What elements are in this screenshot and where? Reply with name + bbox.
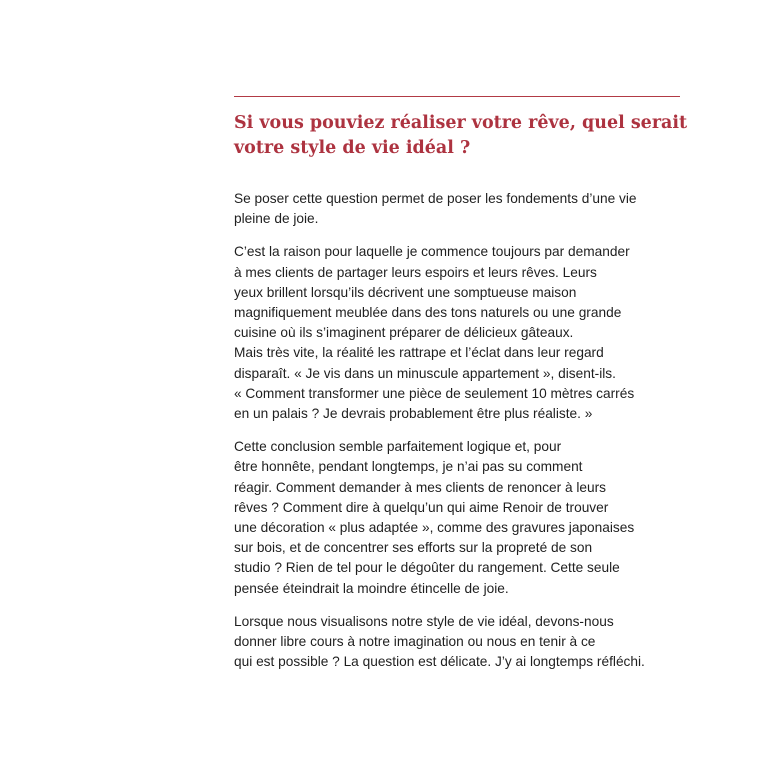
- section-heading: [234, 111, 688, 161]
- text-line: donner libre cours à notre imagination ou nous en tenir à ce: [234, 634, 596, 650]
- text-line: pleine de joie.: [234, 211, 319, 227]
- text-line: rêves ? Comment dire à quelqu’un qui aime Renoir de trouver: [234, 499, 609, 515]
- text-line: Lorsque nous visualisons notre style de vie idéal, devons-nous: [234, 613, 614, 629]
- text-line: C’est la raison pour laquelle je commence toujours par demander: [234, 244, 630, 260]
- paragraph: [234, 612, 680, 673]
- heading-line: Si vous pouviez réaliser votre rêve, quel serait: [234, 113, 688, 133]
- header-rule: [234, 96, 680, 97]
- text-line: Mais très vite, la réalité les rattrape et l’éclat dans leur regard: [234, 345, 604, 361]
- text-line: sur bois, et de concentrer ses efforts sur la propreté de son: [234, 540, 593, 556]
- text-line: une décoration « plus adaptée », comme des gravures japonaises: [234, 520, 635, 536]
- text-line: disparaît. « Je vis dans un minuscule appartement », disent-ils.: [234, 365, 616, 381]
- text-line: réagir. Comment demander à mes clients de renoncer à leurs: [234, 479, 607, 495]
- paragraph: [234, 242, 680, 424]
- text-line: cuisine où ils s’imaginent préparer de délicieux gâteaux.: [234, 325, 574, 341]
- text-line: « Comment transformer une pièce de seulement 10 mètres carrés: [234, 385, 635, 401]
- paragraph: [234, 437, 680, 599]
- text-line: pensée éteindrait la moindre étincelle de joie.: [234, 580, 509, 596]
- text-line: à mes clients de partager leurs espoirs et leurs rêves. Leurs: [234, 264, 597, 280]
- body-text: [234, 189, 680, 672]
- paragraph: [234, 189, 680, 229]
- text-line: Cette conclusion semble parfaitement logique et, pour: [234, 439, 562, 455]
- text-line: yeux brillent lorsqu’ils décrivent une somptueuse maison: [234, 284, 577, 300]
- text-line: qui est possible ? La question est délicate. J’y ai longtemps réfléchi.: [234, 654, 645, 670]
- text-line: Se poser cette question permet de poser les fondements d’une vie: [234, 191, 637, 206]
- text-line: magnifiquement meublée dans des tons naturels ou une grande: [234, 305, 622, 321]
- text-line: être honnête, pendant longtemps, je n’ai pas su comment: [234, 459, 583, 475]
- heading-line: votre style de vie idéal ?: [234, 138, 471, 158]
- text-line: en un palais ? Je devrais probablement être plus réaliste. »: [234, 406, 593, 422]
- page-content: [234, 96, 688, 685]
- text-line: studio ? Rien de tel pour le dégoûter du rangement. Cette seule: [234, 560, 620, 576]
